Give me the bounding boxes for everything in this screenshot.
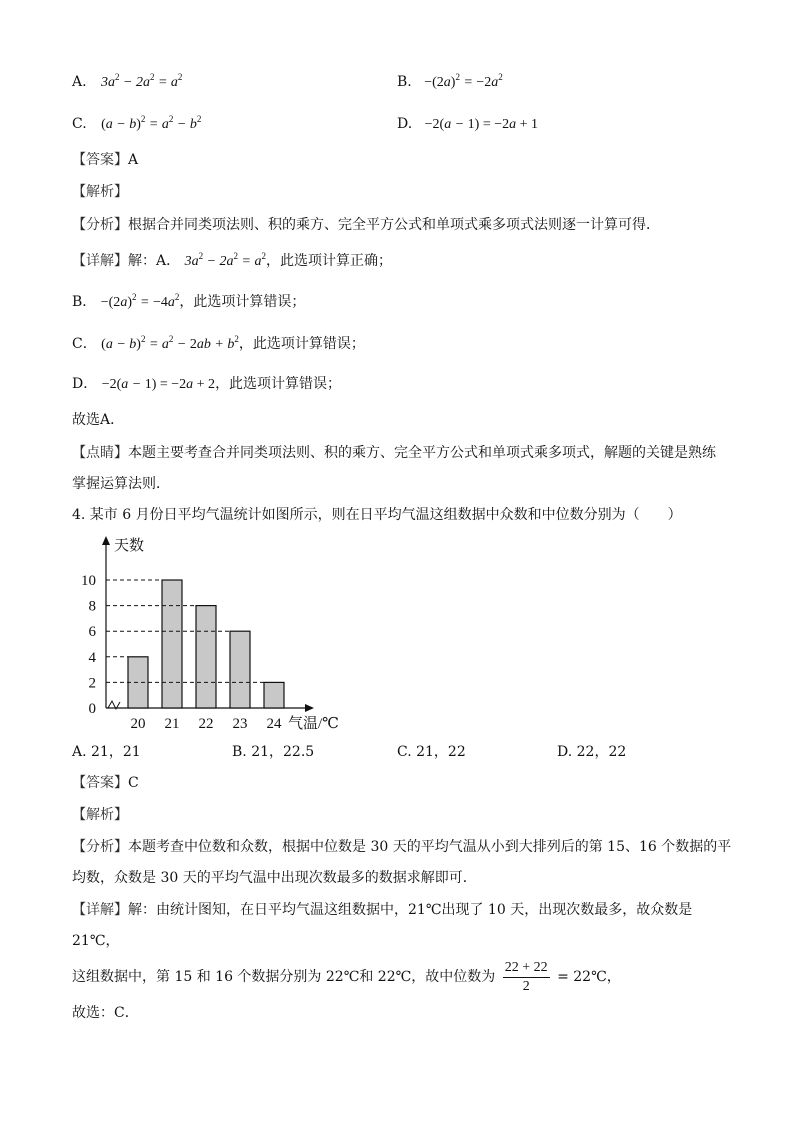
option-d: D. −2(a − 1) = −2a + 1	[397, 116, 539, 132]
y-axis-label: 天数	[114, 538, 145, 554]
q4-option-d: D. 22，22	[557, 744, 627, 760]
q4-detail-line1: 【详解】解：由统计图知，在日平均气温这组数据中，21℃出现了 10 天，出现次数最多，故众数是	[72, 902, 693, 918]
y-tick-label: 2	[88, 675, 96, 692]
q4-fenxi-line2: 均数，众数是 30 天的平均气温中出现次数最多的数据求解即可．	[72, 870, 477, 886]
q3-detail-d: D． −2(a − 1) = −2a + 2，此选项计算错误；	[72, 376, 342, 392]
q3-fenxi: 【分析】根据合并同类项法则、积的乘方、完全平方公式和单项式乘多项式法则逐一计算可得．	[72, 217, 660, 233]
x-tick-label: 24	[266, 716, 282, 732]
q3-detail-a: 【详解】解：A． $3a^2 - 2a^2 = a^2$，此选项计算正确；	[72, 251, 392, 269]
q4-option-c: C. 21，22	[397, 744, 466, 760]
q3-dianjing-line2: 掌握运算法则．	[72, 476, 170, 492]
x-axis-arrow	[305, 704, 314, 712]
q4-stem: 4. 某市 6 月份日平均气温统计如图所示，则在日平均气温这组数据中众数和中位数分别为（ ）	[72, 507, 682, 523]
option-b: B. $-(2a)^2 = -2a^2$	[397, 72, 503, 90]
x-tick-label: 23	[232, 716, 248, 732]
y-tick-label: 4	[88, 649, 96, 666]
q3-choose: 故选A．	[72, 412, 125, 428]
x-tick-label: 21	[164, 716, 180, 732]
y-axis-arrow	[102, 536, 110, 545]
median-fraction: $\frac{22 + 22}{2}$	[504, 959, 548, 994]
q4-answer: 【答案】C	[72, 775, 139, 791]
q4-detail-line3: 这组数据中，第 15 和 16 个数据分别为 22℃和 22℃，故中位数为 $\frac{22 + 22}{2}$ = 22℃，	[72, 959, 621, 994]
x-axis-label: 气温/℃	[288, 716, 339, 732]
y-tick-label: 8	[88, 598, 96, 615]
q3-detail-b: B． $-(2a)^2 = -4a^2$，此选项计算错误；	[72, 292, 306, 310]
x-tick-label: 20	[130, 716, 146, 732]
q4-detail-line2: 21℃，	[72, 933, 120, 949]
bar	[162, 580, 182, 708]
q4-option-a: A. 21，21	[72, 744, 141, 760]
q3-dianjing-line1: 【点睛】本题主要考查合并同类项法则、积的乘方、完全平方公式和单项式乘多项式，解题的关键是熟练	[72, 445, 716, 461]
q4-choose: 故选：C．	[72, 1005, 139, 1021]
y-tick-label: 6	[88, 624, 96, 641]
temperature-bar-chart	[72, 530, 362, 735]
q4-fenxi-line1: 【分析】本题考查中位数和众数，根据中位数是 30 天的平均气温从小到大排列后的第 15、16 个数据的平	[72, 839, 732, 855]
bar	[196, 606, 216, 708]
x-tick-label: 22	[198, 716, 214, 732]
bar	[264, 682, 284, 708]
q4-option-b: B. 21，22.5	[232, 744, 315, 760]
y-tick-label: 0	[88, 701, 96, 717]
q3-analysis-heading: 【解析】	[72, 184, 128, 200]
option-c: C. $(a - b)^2 = a^2 - b^2$	[72, 114, 202, 132]
q3-detail-c: C． $(a - b)^2 = a^2 - 2ab + b^2$，此选项计算错误；	[72, 334, 365, 352]
q3-answer: 【答案】A	[72, 152, 139, 168]
bar	[230, 631, 250, 708]
option-a: A. $3a^2 - 2a^2 = a^2$	[72, 72, 183, 90]
q4-analysis-heading: 【解析】	[72, 807, 128, 823]
y-tick-label: 10	[81, 573, 96, 589]
